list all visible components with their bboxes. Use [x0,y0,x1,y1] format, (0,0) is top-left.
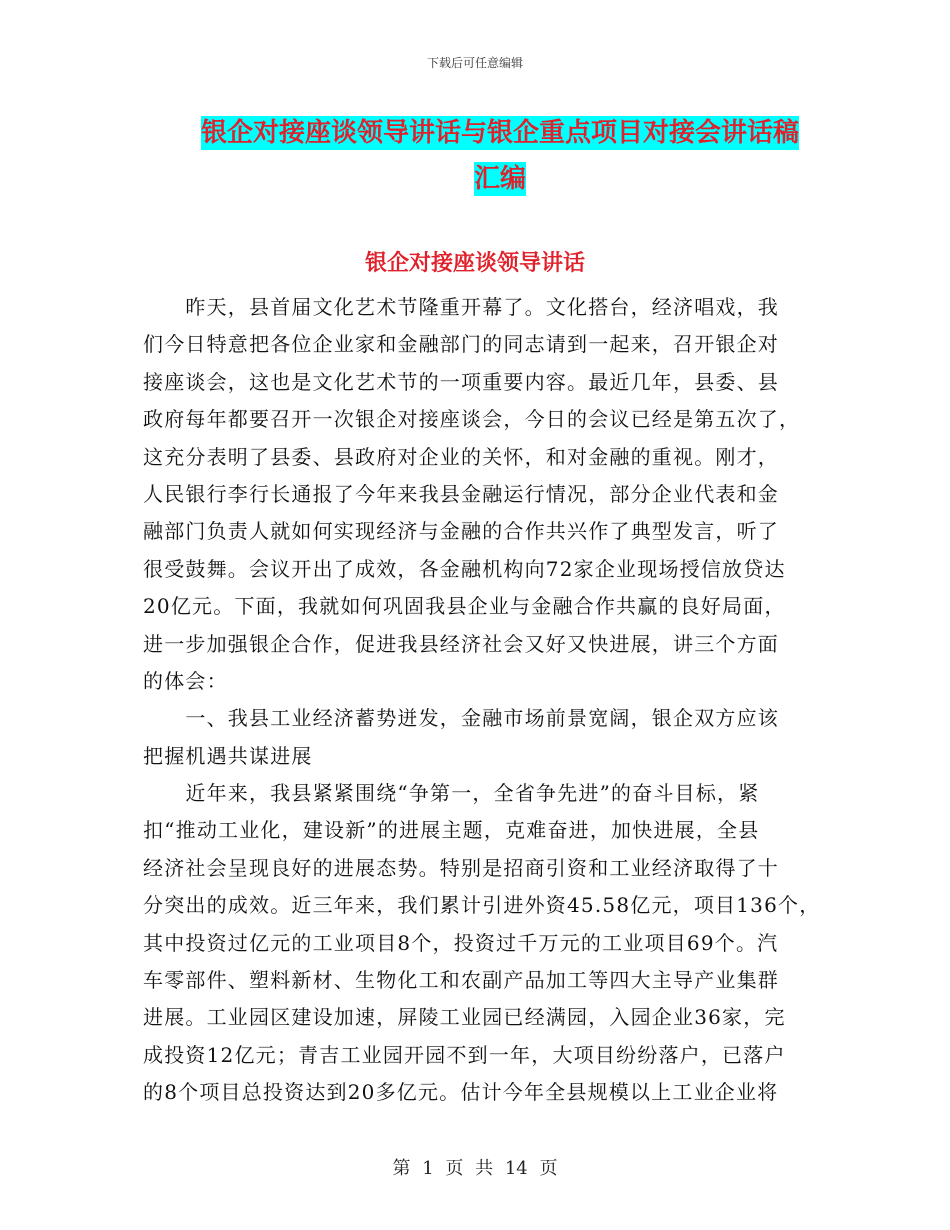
page-footer: 第 1 页 共 14 页 [392,1158,558,1179]
body-line: 接座谈会，这也是文化艺术节的一项重要内容。最近几年，县委、县 [143,369,779,394]
body-line: 成投资12亿元；青吉工业园开园不到一年，大项目纷纷落户，已落户 [143,1042,786,1067]
body-line: 近年来，我县紧紧围绕“争第一，全省争先进”的奋斗目标，紧 [143,781,760,806]
heading-line: 把握机遇共谋进展 [143,743,313,768]
body-line: 政府每年都要召开一次银企对接座谈会，今日的会议已经是第五次了， [143,407,801,432]
body-line: 其中投资过亿元的工业项目8个，投资过千万元的工业项目69个。汽 [143,930,779,955]
body-text [143,289,833,1112]
page-header-note: 下载后可任意编辑 [426,56,523,70]
body-line: 融部门负责人就如何实现经济与金融的合作共兴作了典型发言，听了 [143,519,779,544]
heading-line: 一、我县工业经济蓄势迸发，金融市场前景宽阔，银企双方应该 [143,706,779,731]
body-line: 这充分表明了县委、县政府对企业的关怀，和对金融的重视。刚才， [143,444,779,469]
body-line: 的体会： [143,668,228,693]
body-line: 车零部件、塑料新材、生物化工和农副产品加工等四大主导产业集群 [143,968,779,993]
body-line: 们今日特意把各位企业家和金融部门的同志请到一起来，召开银企对 [143,332,779,357]
document-title-line-1: 银企对接座谈领导讲话与银企重点项目对接会讲话稿 [200,118,799,148]
document-title-line-2: 汇编 [473,164,526,194]
body-line: 进展。工业园区建设加速，屏陵工业园已经满园，入园企业36家，完 [143,1005,786,1030]
body-line: 分突出的成效。近三年来，我们累计引进外资45.58亿元，项目136个， [143,893,821,918]
section-title: 银企对接座谈领导讲话 [364,251,585,276]
body-line: 昨天，县首届文化艺术节隆重开幕了。文化搭台，经济唱戏，我 [143,295,779,319]
body-line: 经济社会呈现良好的进展态势。特别是招商引资和工业经济取得了十 [143,855,779,880]
body-line: 的8个项目总投资达到20多亿元。估计今年全县规模以上工业企业将 [143,1080,779,1105]
body-line: 20亿元。下面，我就如何巩固我县企业与金融合作共赢的良好局面， [143,594,786,619]
body-line: 很受鼓舞。会议开出了成效，各金融机构向72家企业现场授信放贷达 [143,556,786,581]
body-line: 人民银行李行长通报了今年来我县金融运行情况，部分企业代表和金 [143,481,779,506]
body-line: 进一步加强银企合作，促进我县经济社会又好又快进展，讲三个方面 [143,631,779,656]
document-title [160,110,840,202]
body-line: 扣“推动工业化，建设新”的进展主题，克难奋进，加快进展，全县 [143,818,760,843]
